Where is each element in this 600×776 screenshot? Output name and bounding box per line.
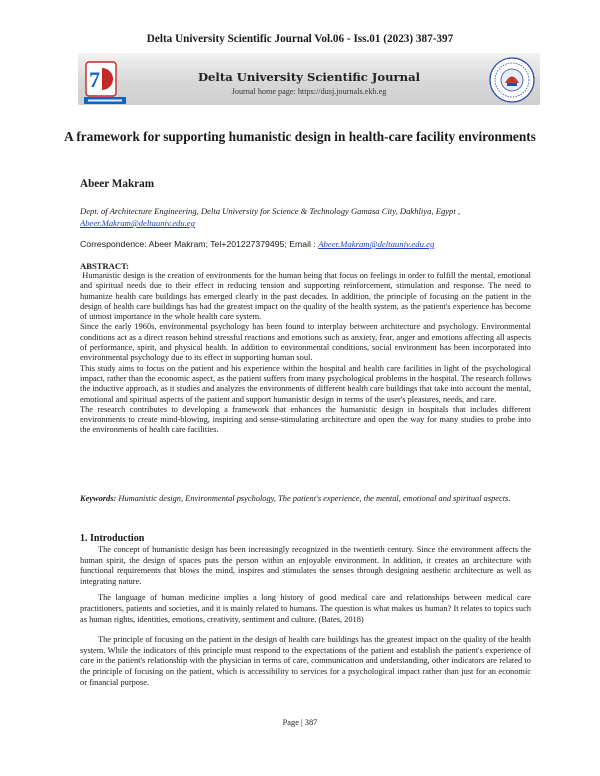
correspondence-line [80,239,434,249]
abstract-paragraph: The research contributes to developing a framework that enhances the humanistic design in hospitals that includes different environments to create mind-blowing, inspiring and sense-stimulating architecture and open the way for many studies to probe into the environments of health care facilities. [80,404,531,435]
abstract-body [80,271,531,436]
author-name: Abeer Makram [80,178,155,190]
author-affiliation [80,205,540,229]
keywords-label: Keywords: [80,494,117,503]
abstract-heading: ABSTRACT: [80,261,130,271]
keywords-text: Humanistic design, Environmental psychology, The patient's experience, the mental, emotional and spiritual aspects. [118,494,511,503]
correspondence-email-link[interactable]: Abeer.Makram@deltauniv.edu.eg [318,239,435,249]
body-paragraph: The principle of focusing on the patient in the design of health care buildings has the greatest impact on the quality of the health system. While the indicators of this principle must respond to the expectations of the patient and establish the patient's experience of care in the patient's relationship with the physician in terms of care, communication and understanding, other indicators are related to the principle of focusing on the patient, which is accessibility to services for a psychological impact rather than just for an economic or financial purpose. [80,635,531,687]
paper-title: A framework for supporting humanistic design in health-care facility environments [64,129,536,144]
banner-homepage[interactable]: Journal home page: https://dusj.journals.ekb.eg [231,87,387,96]
correspondence-label: Correspondence: Abeer Makram; Tel+201227379495; Email : [80,239,316,249]
keywords [80,494,531,505]
page-number: Page | 387 [282,718,318,727]
body-paragraph: The concept of humanistic design has been increasingly recognized in the twentieth century. Since the environment affects the human spirit, the design of spaces puts the person within an enjoyable environment. In addition, it creates an architecture with functional requirements that blows the mind, inspires and stimulates the senses through designing aesthetic architecture as well as integrating nature. [80,545,531,586]
running-head: Delta University Scientific Journal Vol.06 - Iss.01 (2023) 387-397 [146,33,454,45]
banner-title: Delta University Scientific Journal [198,70,420,84]
university-seal [488,56,536,104]
abstract-paragraph: Since the early 1960s, environmental psychology has been found to interplay between architecture and psychology. Environmental conditions act as a direct reason behind stressful reactions and emotions such as anxiety, fear, anger and emotions affecting all aspects of performance, spirit, and physical health. In addition to environmental conditions, social environment has been incorporated into environmental psychology due to its effect in supporting human soul. [80,322,531,363]
section-heading-introduction: 1. Introduction [80,533,145,544]
logo-seven: 7 [89,67,100,92]
affiliation-text: Dept. of Architecture Engineering, Delta University for Science & Technology Gamasa City, Dakhliya, Egypt , [80,206,461,216]
seal-base [507,83,517,86]
body-paragraph: The language of human medicine implies a long history of good medical care and relationships between medical care practitioners, patients and societies, and it is mainly related to humans. The question is what makes us human? It relates to topics such as human rights, identities, emotions, creativity, sentiment and culture. (Bates, 2018) [80,593,531,624]
logo-ribbon-lettering [88,100,122,102]
abstract-paragraph: Humanistic design is the creation of environments for the human being that focus on feelings in order to fulfill the mental, emotional and spiritual needs due to their effect in reducing tension and supporting reinforcement, stimulation and response. The need to humanize health care buildings has emerged clearly in the past decades. In addition, the principle of focusing on the patient in the design of health care buildings has had the greatest impact on the quality of the health system, as the patient's experience has become of utmost importance in the whole health care system. [80,271,531,322]
affiliation-email-link[interactable]: Abeer.Makram@deltauniv.edu.eg [80,218,195,228]
introduction-body [80,545,531,688]
abstract-paragraph: This study aims to focus on the patient and his experience within the hospital and health care facilities in light of the psychological impact, rather than the economic aspect, as the patient suffers from many psychological problems in the hospital. The research follows the inductive approach, as it studies and analyzes the environments of different health care buildings that take into account the mental, emotional and spiritual aspects of the patient and support humanistic design in terms of the user's pleasures, needs, and care. [80,363,531,404]
